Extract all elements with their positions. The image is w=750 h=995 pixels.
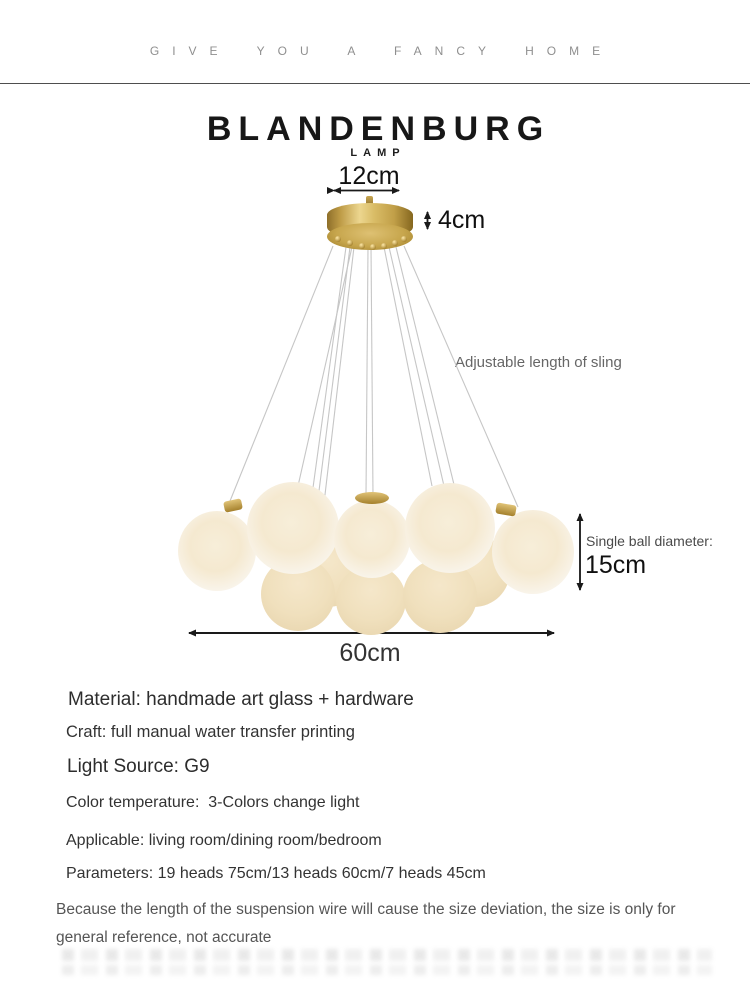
spec-parameters: Parameters: 19 heads 75cm/13 heads 60cm/7 heads 45cm bbox=[66, 865, 486, 882]
wire-connector-bead bbox=[359, 243, 365, 249]
glass-ball bbox=[405, 483, 495, 573]
canopy-height-label: 4cm bbox=[438, 206, 486, 234]
brand-logo-sub: LAMP bbox=[350, 147, 406, 159]
wire-connector-bead bbox=[401, 236, 407, 242]
spec-craft: Craft: full manual water transfer printing bbox=[66, 723, 355, 741]
sling-note-label: Adjustable length of sling bbox=[455, 354, 622, 371]
spec-light-source: Light Source: G9 bbox=[67, 756, 210, 777]
spec-disclaimer-line1: Because the length of the suspension wire will cause the size deviation, the size is only for bbox=[56, 901, 676, 918]
spec-color-temperature: Color temperature: 3-Colors change light bbox=[66, 794, 360, 811]
glass-ball bbox=[334, 500, 410, 578]
store-tagline: GIVE YOU A FANCY HOME bbox=[149, 44, 614, 58]
glass-ball bbox=[247, 482, 339, 574]
spec-applicable: Applicable: living room/dining room/bedroom bbox=[66, 832, 382, 849]
brand-logo: BLANDENBURG bbox=[206, 110, 551, 148]
glass-ball bbox=[492, 510, 574, 594]
overall-width-label: 60cm bbox=[339, 639, 401, 667]
wire-connector-bead bbox=[370, 244, 376, 250]
brass-ball-cap bbox=[355, 492, 389, 504]
wire-connector-bead bbox=[335, 236, 341, 242]
brass-ceiling-canopy bbox=[327, 196, 413, 254]
glass-ball bbox=[178, 511, 256, 591]
wire-connector-bead bbox=[347, 240, 353, 246]
ball-diameter-label: Single ball diameter: bbox=[586, 533, 713, 549]
canopy-width-label: 12cm bbox=[338, 162, 400, 190]
wire-connector-bead bbox=[381, 243, 387, 249]
spec-disclaimer-line2: general reference, not accurate bbox=[56, 929, 272, 946]
wire-connector-bead bbox=[392, 240, 398, 246]
ball-diameter-value: 15cm bbox=[585, 551, 647, 579]
spec-material: Material: handmade art glass + hardware bbox=[68, 689, 414, 710]
